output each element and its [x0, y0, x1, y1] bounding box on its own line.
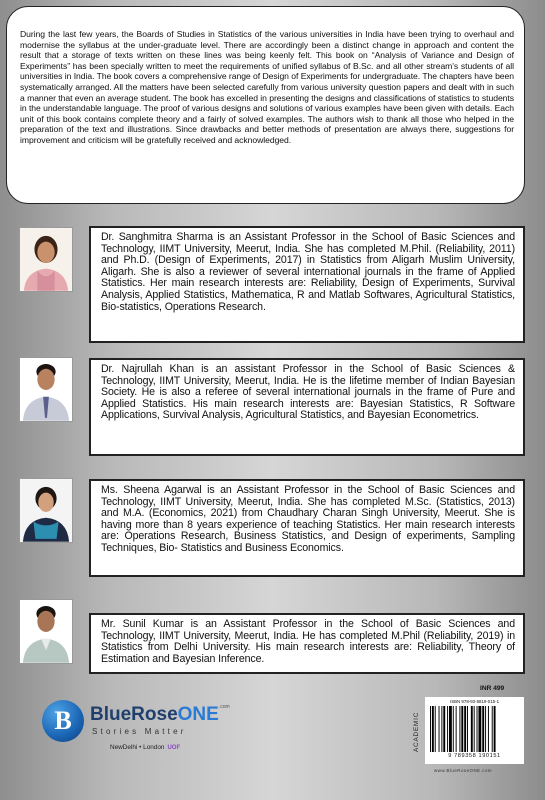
- publisher-name: BlueRoseONE$^{.com}$: [90, 704, 230, 725]
- author-bio-box-1: [89, 226, 525, 343]
- author-photo-najrullah-khan: [19, 357, 73, 422]
- author-portrait-icon: [20, 600, 72, 663]
- barcode-icon: [429, 706, 520, 752]
- author-bio-sanghmitra-sharma: Dr. Sanghmitra Sharma is an Assistant Professor in the School of Basic Sciences and Technology, IIMT University, Meerut, India. She has completed M.Phil. (Reliability, 2011) and Ph.D. (Design of Experiments, 2017) in Statistics from Aligarh Muslim University, Aligarh. She is also a reviewer of several international journals in the frame of Applied Statistics. Her main research interests are: Reliability, Design of Experiments, Survival Analysis, Applied Statistics, Mathematica, R and Matlab Softwares, Agricultural Statistics, Bio-statistics, Operations Research.: [101, 231, 515, 313]
- publisher-tagline: Stories Matter: [92, 727, 187, 736]
- author-bio-box-4: [89, 613, 525, 674]
- author-bio-sheena-agarwal: Ms. Sheena Agarwal is an Assistant Professor in the School of Basic Sciences and Technology, IIMT University, Meerut, India. She has completed M.Sc. (Statistics, 2013) and M.A. (Economics, 2021) from Chaudhary Charan Singh University, Meerut. She is having more than 8 years experience of teaching Statistics. Her main research interests are: Operations Research, Business Statistics, and Design of experiments, Sampling Techniques, Bio- Statistics and Business Economics.: [101, 484, 515, 554]
- book-description: During the last few years, the Boards of Studies in Statistics of the various universities in India have been trying to overhaul and modernise the syllabus at the under-graduate level. There are accordingly been a distinct change in approach and content the result that a storage of texts written on these lines was being keenly felt. This book on “Analysis of Variance and Design of Experiments” has been specially written to meet the requirements of unified syllabus of B.Sc. and all other stream's students of all universities in India. The book covers a comprehensive range of Design of Experiments for undergraduate. The chapters have been systematically arranged. All the matters have been selected carefully from various university question papers and dealt with in such a manner that even an average student. The book has excelled in presenting the designs and classifications of statistics to students in the understandable language. The proof of various designs and solutions of various examples have been given with details. Each unit of this book contains complete theory and a fairly of solved examples. The authors wish to thank all those who helped in the preparation of the text and illustrations. Since drawbacks and better methods of presentation are always there, suggestions for improvement and criticism will be gratefully received and acknowledged.: [20, 29, 514, 145]
- publisher-cities: NewDelhi • London UOF: [110, 744, 181, 751]
- author-photo-sunil-kumar: [19, 599, 73, 664]
- publisher-mark: UOF: [167, 745, 181, 751]
- author-bio-box-2: [89, 358, 525, 456]
- author-portrait-icon: [20, 479, 72, 542]
- author-photo-sheena-agarwal: [19, 478, 73, 543]
- barcode-digits: 9 789358 190151: [448, 753, 501, 759]
- price-label: INR 499: [480, 685, 505, 692]
- author-portrait-icon: [20, 228, 72, 291]
- book-description-box: [6, 6, 525, 204]
- publisher-logo: [42, 700, 242, 760]
- author-bio-sunil-kumar: Mr. Sunil Kumar is an Assistant Professor in the School of Basic Sciences and Technology, IIMT University, Meerut, India. He has completed M.Phil (Reliability, 2019) in Statistics from Delhi University. His main research interests are: Reliability, Theory of Estimation and Bayesian Inference.: [101, 618, 515, 665]
- publisher-badge-icon: B: [42, 700, 84, 742]
- author-portrait-icon: [20, 358, 72, 421]
- isbn-label: ISBN 978-93-5819-015-1: [449, 699, 500, 704]
- author-bio-box-3: [89, 479, 525, 577]
- category-label: ACADEMIC: [413, 711, 420, 752]
- author-bio-najrullah-khan: Dr. Najrullah Khan is an assistant Professor in the School of Basic Sciences & Technology, IIMT University, Meerut, India. He is the lifetime member of Indian Bayesian Society. He is also a referee of several international journals in the frame of Pure and Applied Statistics. His main research interests are: Bayesian Statistics, R Software Applications, Survival Analysis, Agricultural Statistics, and Bayesian Econometrics.: [101, 363, 515, 422]
- author-photo-sanghmitra-sharma: [19, 227, 73, 292]
- isbn-barcode: [425, 697, 524, 764]
- publisher-website: www.BlueRoseONE.com: [434, 768, 493, 773]
